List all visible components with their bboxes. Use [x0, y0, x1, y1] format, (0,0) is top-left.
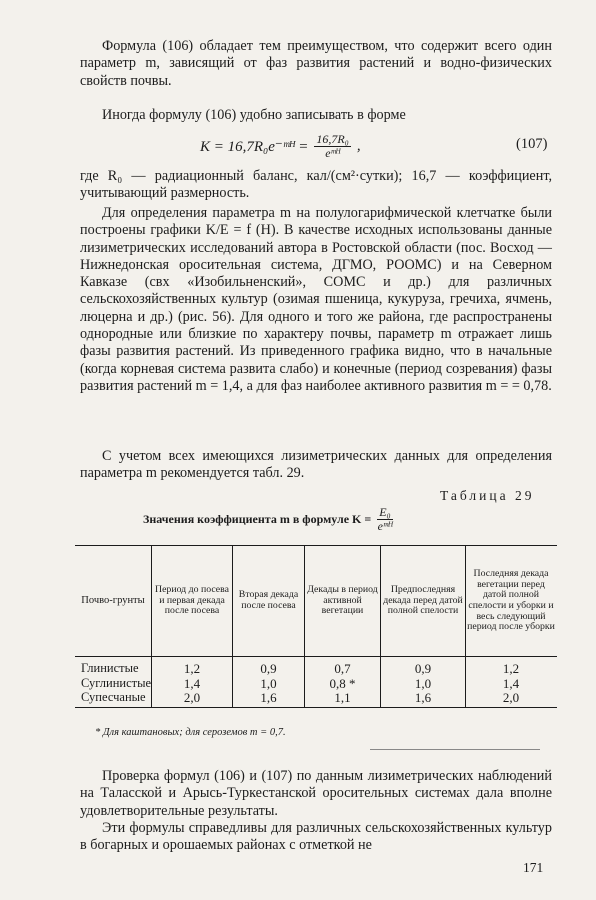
- table-header-active-vegetation: Декады в период активной вегетации: [307, 584, 378, 617]
- table-header-second-decade: Вторая декада после посева: [238, 589, 299, 611]
- table-cell: 2,0: [183, 690, 201, 705]
- table-cell: 1,6: [414, 690, 432, 705]
- table-header-penultimate-decade: Предпоследняя декада перед датой полной спелости: [383, 584, 463, 617]
- divider-rule: [370, 749, 540, 750]
- caption-numerator: E₀: [379, 505, 391, 519]
- paragraph-definitions: где R₀ — радиационный баланс, кал/(см²·сутки); 16,7 — коэффициент, учитывающий размерность.: [80, 168, 552, 202]
- table-cell: 0,8 *: [329, 676, 356, 691]
- page-number: 171: [523, 860, 544, 875]
- table-row-label: Глинистые: [81, 661, 139, 675]
- paragraph-parameter-method: Для определения параметра m на полулогарифмической клетчатке были построены графики K/E = f (H). В качестве исходных использованы данные лизиметрических исследований автора в Ростовской области (пос. Восход — Нижнедонская оросительная система, ДГМО, РООМС) и на Северном Кавказе (свх «Изобильненский», СОМС и др.) для различных сельскохозяйственных культур (озимая пшеница, кукуруза, гречиха, ячмень, люцерна и др.) (рис. 56). Для одного и того же района, где распространены однородные или близкие по характеру почвы, параметр m отражает лишь фазы развития растений. Из приведенного графика видно, что в начальные (когда корневая система развита слабо) и конечные (период созревания) фазы развития растений m = 1,4, а для фаз наиболее активного развития m = = 0,78.: [80, 205, 552, 394]
- paragraph-verification: Проверка формул (106) и (107) по данным лизиметрических наблюдений на Таласской и Арысь-Туркестанской оросительных системах дала вполне удовлетворительные результаты.: [80, 768, 552, 819]
- paragraph-table-reference: С учетом всех имеющихся лизиметрических данных для определения параметра m рекомендуется табл. 29.: [80, 448, 552, 482]
- formula-tail: ,: [356, 138, 361, 154]
- table-cell: 1,4: [502, 676, 520, 691]
- table-header-soil: Почво-грунты: [81, 594, 145, 606]
- table-cell: 2,0: [502, 690, 520, 705]
- table-cell: 1,4: [183, 676, 201, 691]
- table-cell: 1,0: [414, 676, 432, 691]
- paragraph-formula-advantage: Формула (106) обладает тем преимуществом, что содержит всего один параметр m, зависящий от фаз развития растений и водно-физических свойств почвы.: [80, 38, 552, 89]
- table-column-divider: [380, 545, 381, 707]
- table-row-label: Суглинистые: [81, 676, 152, 690]
- table-cell: 0,9: [260, 661, 277, 676]
- table-cell: 1,2: [183, 661, 201, 676]
- table-label: Таблица 29: [440, 488, 535, 503]
- formula-fraction: [314, 133, 351, 160]
- table-header-pre-sowing: Период до посева и первая декада после посева: [155, 584, 229, 617]
- table-column-divider: [232, 545, 233, 707]
- table-footnote: * Для каштановых; для сероземов m = 0,7.: [95, 727, 286, 738]
- caption-denominator: eᵐᴴ: [377, 519, 393, 533]
- table-caption-text: Значения коэффициента m в формуле K =: [143, 512, 372, 526]
- table-cell: 1,1: [334, 690, 351, 705]
- table-header-last-decade: Последняя декада вегетации перед датой полной спелости и уборки и весь следующий период после уборки: [467, 568, 555, 633]
- paragraph-formula-intro: Иногда формулу (106) удобно записывать в форме: [102, 107, 406, 123]
- caption-fraction: [377, 506, 393, 533]
- table-column-divider: [304, 545, 305, 707]
- table-cell: 1,2: [502, 661, 520, 676]
- table-top-rule: [75, 545, 557, 546]
- equation-number: (107): [516, 136, 548, 152]
- formula-denominator: eᵐᴴ: [325, 146, 340, 160]
- table-cell: 1,6: [260, 690, 277, 705]
- table-column-divider: [465, 545, 466, 707]
- table-cell: 1,0: [260, 676, 277, 691]
- table-cell: 0,9: [414, 661, 432, 676]
- formula-107: [200, 133, 361, 160]
- table-row-label: Супесчаные: [81, 690, 146, 704]
- formula-numerator: 16,7R₀: [316, 132, 349, 146]
- paragraph-applicability: Эти формулы справедливы для различных сельскохозяйственных культур в богарных и орошаемых районах с отметкой не: [80, 820, 552, 854]
- table-column-divider: [151, 545, 152, 707]
- table-bottom-rule: [75, 707, 557, 708]
- formula-lhs: K = 16,7R₀e⁻ᵐᴴ =: [200, 139, 309, 155]
- table-cell: 0,7: [334, 661, 351, 676]
- table-caption: [143, 506, 393, 533]
- table-header-rule: [75, 656, 557, 657]
